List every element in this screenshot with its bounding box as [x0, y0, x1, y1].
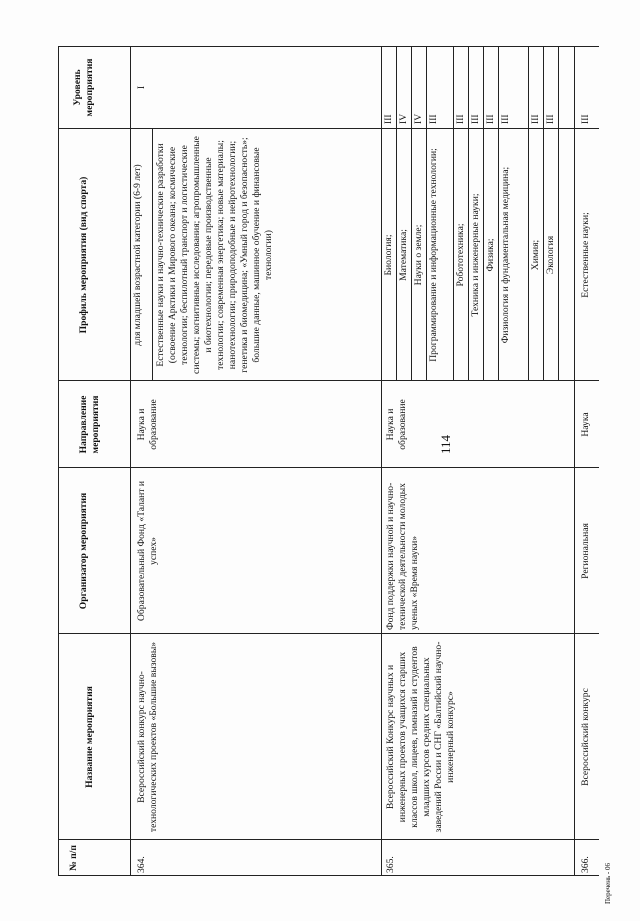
- row-366-num: 366.: [580, 856, 591, 873]
- row-365-profile-robotics: Робототехника;: [455, 223, 466, 287]
- header-name: Название мероприятия: [84, 686, 95, 788]
- row-366-level: III: [580, 114, 591, 124]
- row-365-level-engineering: III: [470, 114, 481, 124]
- row-364-level: I: [136, 85, 147, 90]
- row-365-level-earth: IV: [413, 113, 424, 124]
- row-364-organizer: Образовательный Фонд «Талант и успех»: [136, 481, 159, 621]
- row-365-level-math: IV: [398, 113, 409, 124]
- row-365-level-physics: III: [485, 114, 496, 124]
- row-365-profile-math: Математика;: [398, 229, 409, 281]
- row-365-level-programming: III: [428, 114, 439, 124]
- row-366-name: Всероссийский конкурс: [580, 688, 591, 786]
- header-direction: Направление мероприятия: [78, 395, 101, 454]
- row-365-profile-earth: Науки о земле;: [413, 224, 424, 286]
- row-365-profile-engineering: Техника и инженерные науки;: [470, 193, 481, 317]
- header-level: Уровень мероприятия: [72, 58, 95, 117]
- row-365-level-biology: III: [383, 114, 394, 124]
- row-366-profile: Естественные науки;: [580, 212, 591, 298]
- row-365-profile-physiology: Физиология и фундаментальная медицина;: [500, 166, 511, 344]
- row-366-organizer: Региональная: [580, 523, 591, 579]
- row-365-profile-biology: Биология;: [383, 234, 394, 276]
- row-365-direction: Наука и образование: [385, 399, 408, 450]
- row-364-direction: Наука и образование: [136, 399, 159, 450]
- row-365-profile-chemistry: Химия;: [530, 239, 541, 271]
- row-364-name: Всероссийский конкурс научно-технологических проектов «Большие вызовы»: [136, 641, 159, 833]
- page-number: 114: [438, 434, 453, 454]
- row-364-num: 364.: [136, 856, 147, 873]
- header-organizer: Организатор мероприятия: [78, 492, 89, 610]
- row-366-direction: Наука: [580, 412, 591, 437]
- row-365-profile-programming: Программирование и информационные технологии;: [428, 148, 439, 362]
- row-365-profile-ecology: Экология: [545, 235, 556, 275]
- row-365-level-ecology: III: [545, 114, 556, 124]
- header-profile: Профиль мероприятия (вид спорта): [78, 176, 89, 334]
- row-365-num: 365.: [385, 856, 396, 873]
- continuation-text: для младшей возрастной категории (6-9 лет): [132, 164, 143, 346]
- footer-note: Перечень - 06: [604, 863, 612, 904]
- row-365-organizer: Фонд поддержки научной и научно-технической деятельности молодых ученых «Время науки»: [385, 482, 420, 630]
- row-365-level-physiology: III: [500, 114, 511, 124]
- row-365-level-chemistry: III: [530, 114, 541, 124]
- header-num: № п/п: [68, 845, 79, 871]
- row-365-level-robotics: III: [455, 114, 466, 124]
- events-table: [58, 46, 599, 876]
- row-365-profile-physics: Физика;: [485, 238, 496, 272]
- row-365-name: Всероссийский Конкурс научных и инженерных проектов учащихся старших классов школ, лицеев, гимназий и студентов младших курсов средних специальных заведений России и СНГ «Балтийский научно-инженерный конкурс»: [385, 641, 456, 833]
- row-364-profile: Естественные науки и научно-технические разработки (освоение Арктики и Мирового океана; космические технологии; беспилотный транспорт и логистические системы; когнитивные исследования; агропромышленные и биотехнологии; передовые производственные технологии; современная энергетика; новые материалы; нанотехнологии; природоподобные и нейротехнологии; генетика и биомедицина; «Умный город и безопасность»; большие данные, машинное обучение и финансовые технологии): [155, 136, 274, 374]
